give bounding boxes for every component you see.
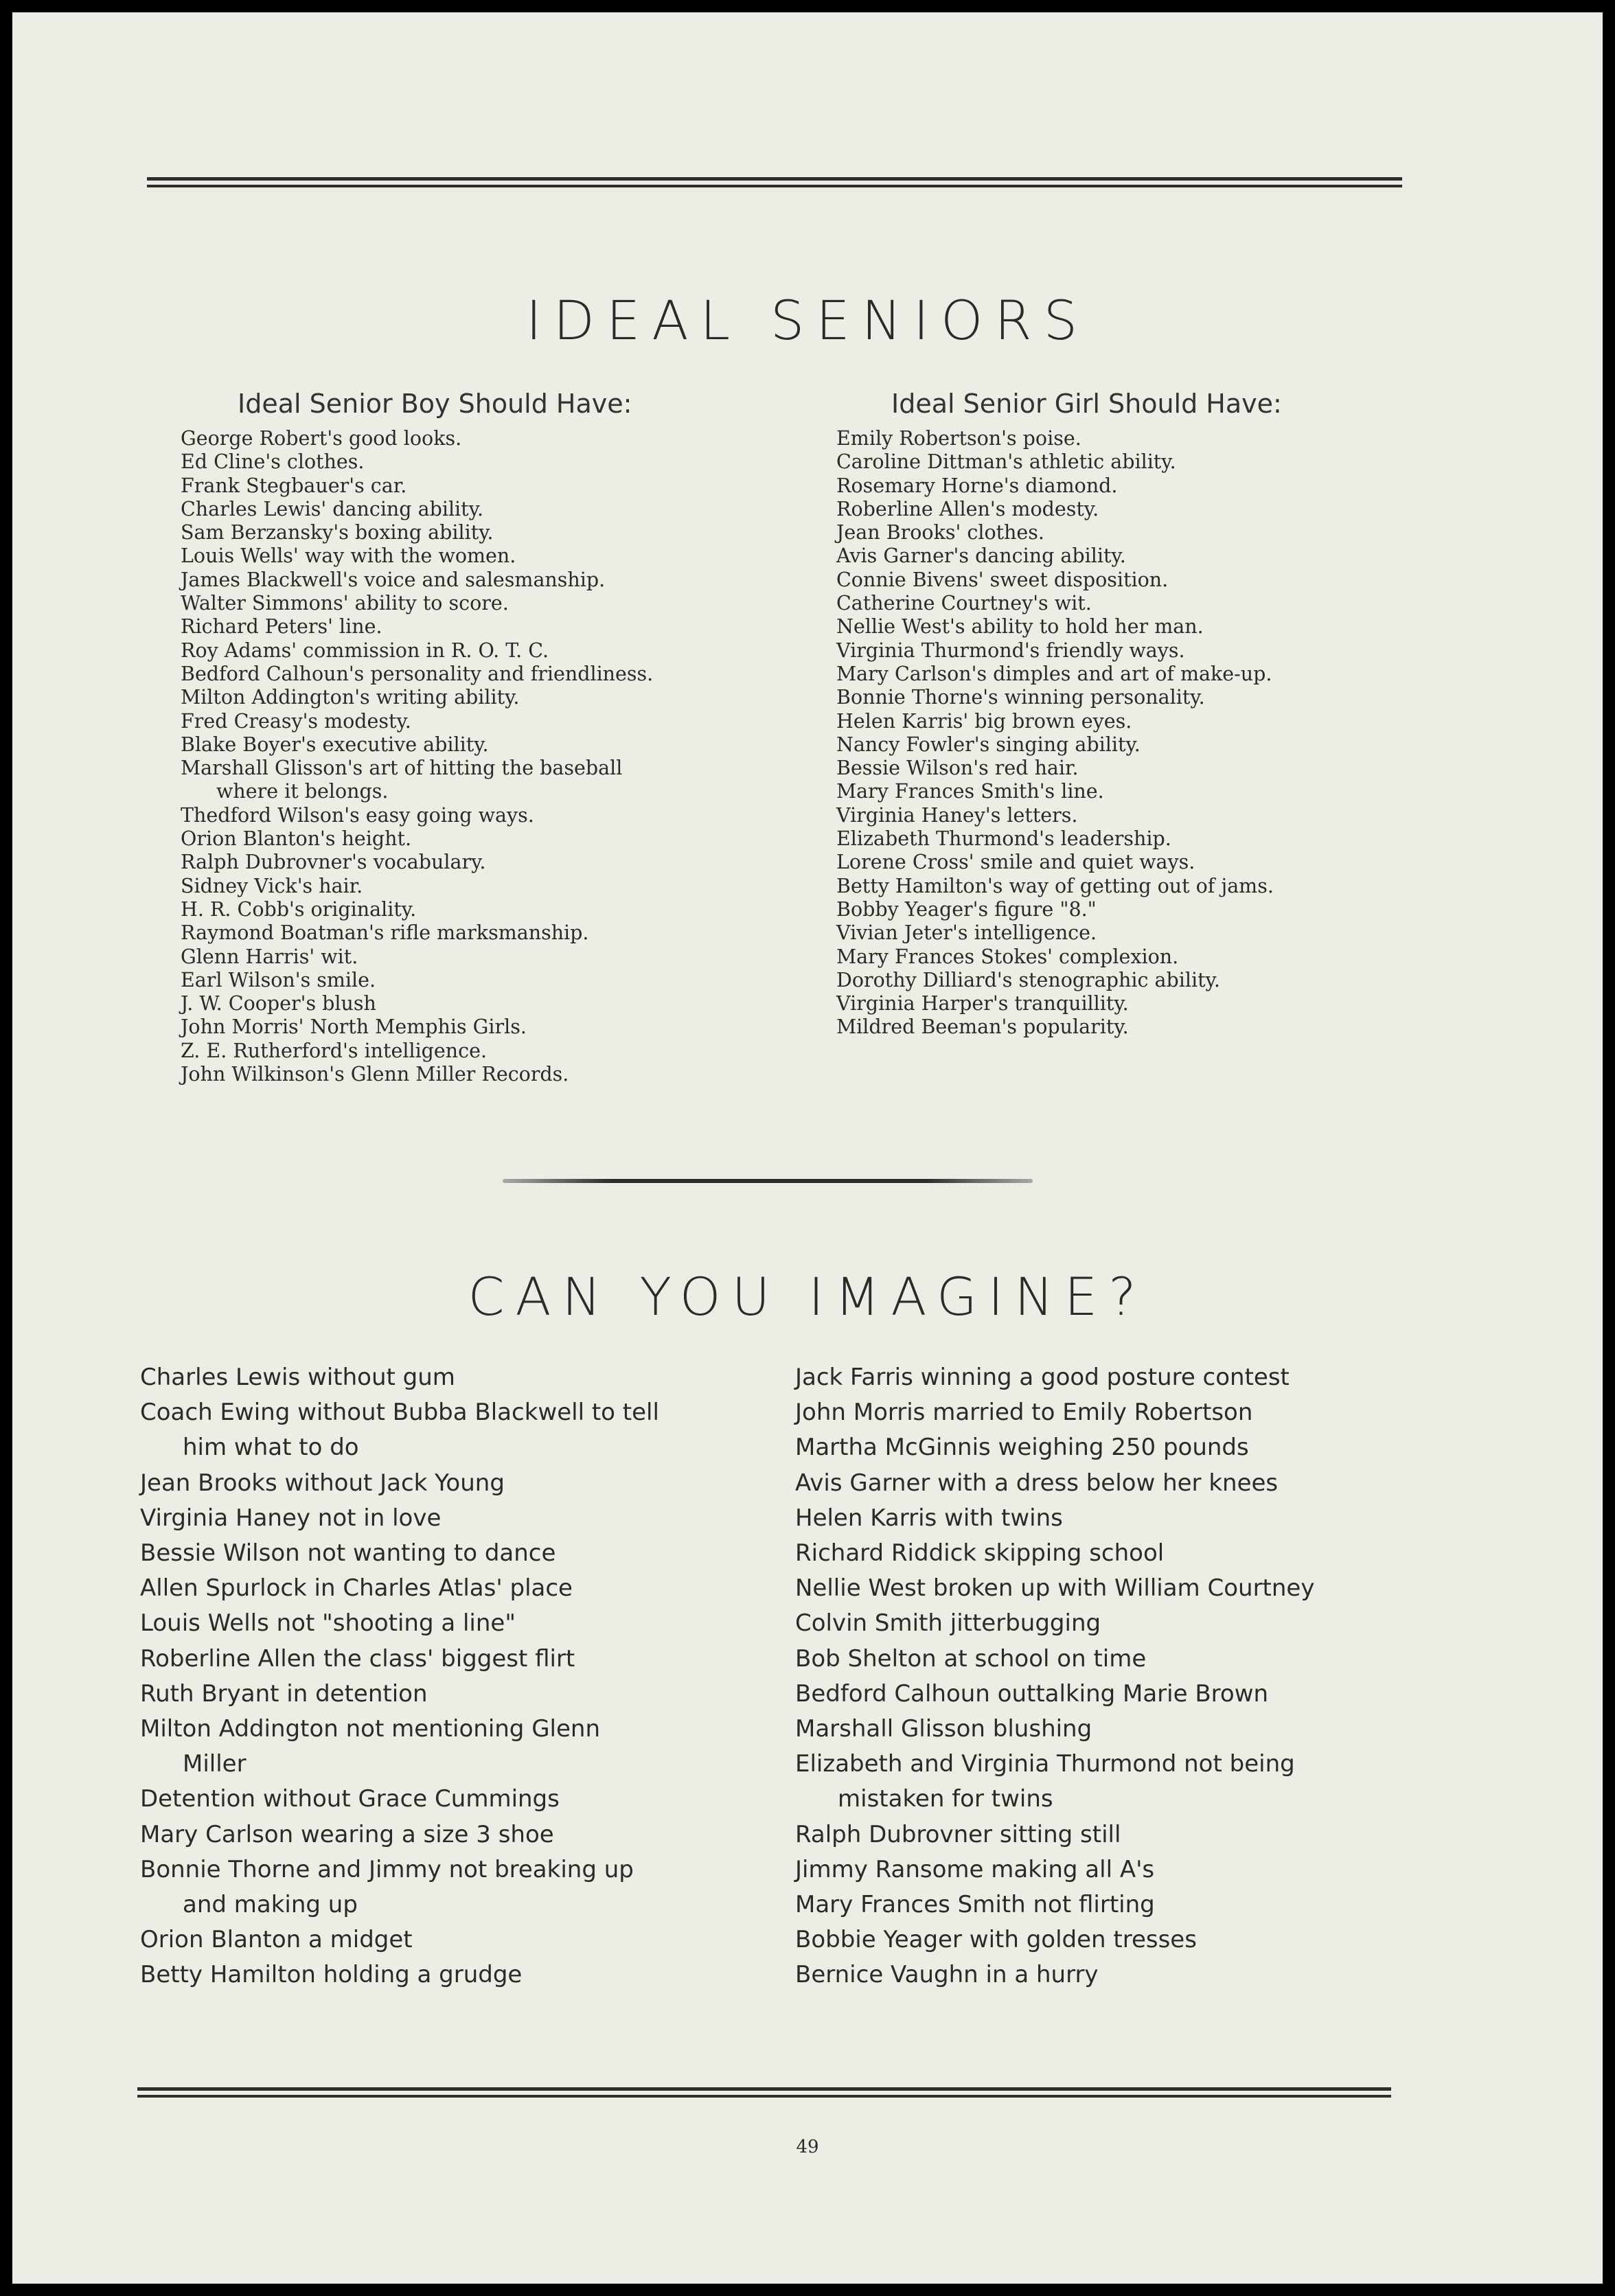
list-item: Helen Karris' big brown eyes. [836,709,1132,733]
list-item: Orion Blanton a midget [140,1926,413,1954]
list-item: Mary Frances Smith's line. [836,780,1104,803]
list-item: Raymond Boatman's rifle marksmanship. [181,921,589,945]
list-item: Mildred Beeman's popularity. [836,1015,1129,1039]
list-item: Mary Carlson wearing a size 3 shoe [140,1820,554,1848]
list-item: Colvin Smith jitterbugging [795,1609,1101,1638]
list-item: Sidney Vick's hair. [181,874,363,897]
list-item: Frank Stegbauer's car. [181,474,407,497]
list-item-continuation: him what to do [183,1434,359,1462]
list-item: Marshall Glisson's art of hitting the baseball [181,757,623,780]
list-item: Virginia Harper's tranquillity. [836,992,1129,1015]
list-item: Walter Simmons' ability to score. [181,592,509,615]
imagine-list-right [795,1360,1314,1993]
list-item: Orion Blanton's height. [181,827,412,851]
list-item: H. R. Cobb's originality. [181,897,417,921]
list-item-continuation: Miller [183,1750,247,1778]
list-item: Helen Karris with twins [795,1504,1063,1532]
yearbook-page [12,12,1603,2284]
boys-column-heading: Ideal Senior Boy Should Have: [238,389,632,419]
list-item: Jean Brooks' clothes. [836,521,1044,544]
list-item: Jimmy Ransome making all A's [795,1855,1155,1883]
list-item: Z. E. Rutherford's intelligence. [181,1039,488,1062]
list-item: Earl Wilson's smile. [181,968,376,991]
list-item: George Robert's good looks. [181,427,462,450]
list-item: Betty Hamilton's way of getting out of jams. [836,874,1274,897]
list-item: Blake Boyer's executive ability. [181,733,489,756]
top-double-rule [147,177,1402,188]
list-item: Ralph Dubrovner sitting still [795,1820,1121,1848]
bottom-double-rule [137,2087,1391,2098]
list-item: Betty Hamilton holding a grudge [140,1961,523,1989]
list-item: Milton Addington not mentioning Glenn [140,1715,601,1743]
list-item: Martha McGinnis weighing 250 pounds [795,1434,1249,1462]
list-item: Emily Robertson's poise. [836,427,1081,450]
list-item: Roberline Allen the class' biggest flirt [140,1644,575,1673]
list-item: Bobby Yeager's figure "8." [836,897,1097,921]
list-item: Thedford Wilson's easy going ways. [181,803,534,827]
list-item: James Blackwell's voice and salesmanship. [181,568,606,591]
list-item: Detention without Grace Cummings [140,1785,560,1813]
list-item: John Morris married to Emily Robertson [795,1399,1253,1427]
list-item: Sam Berzansky's boxing ability. [181,521,494,544]
list-item: Virginia Haney's letters. [836,803,1078,827]
ideal-girl-list [836,427,1274,1040]
page-number: 49 [796,2137,819,2157]
list-item: Caroline Dittman's athletic ability. [836,450,1176,474]
list-item: Bob Shelton at school on time [795,1644,1147,1673]
list-item: Catherine Courtney's wit. [836,592,1092,615]
list-item: Marshall Glisson blushing [795,1715,1092,1743]
imagine-list-left [140,1360,659,1993]
section-divider [503,1179,1033,1183]
list-item: Coach Ewing without Bubba Blackwell to tell [140,1399,659,1427]
list-item: John Wilkinson's Glenn Miller Records. [181,1063,569,1086]
list-item: Milton Addington's writing ability. [181,686,520,709]
list-item: Mary Carlson's dimples and art of make-up. [836,662,1272,685]
list-item: Richard Peters' line. [181,615,382,639]
list-item: Nellie West broken up with William Courtney [795,1574,1315,1603]
list-item: Vivian Jeter's intelligence. [836,921,1097,945]
list-item: Rosemary Horne's diamond. [836,474,1118,497]
list-item: Avis Garner with a dress below her knees [795,1469,1279,1497]
list-item: Charles Lewis' dancing ability. [181,497,483,520]
list-item: Ed Cline's clothes. [181,450,365,474]
list-item-continuation: mistaken for twins [838,1785,1053,1813]
list-item: Louis Wells not "shooting a line" [140,1609,516,1638]
list-item: Mary Frances Smith not flirting [795,1891,1155,1919]
list-item: Bessie Wilson not wanting to dance [140,1539,556,1568]
list-item-continuation: where it belongs. [216,780,389,803]
list-item: Bessie Wilson's red hair. [836,757,1079,780]
list-item: Elizabeth Thurmond's leadership. [836,827,1171,851]
list-item: J. W. Cooper's blush [181,992,376,1015]
list-item: Roy Adams' commission in R. O. T. C. [181,639,549,662]
list-item: Virginia Thurmond's friendly ways. [836,639,1185,662]
list-item: Dorothy Dilliard's stenographic ability. [836,968,1220,991]
list-item: Elizabeth and Virginia Thurmond not being [795,1750,1295,1778]
list-item: Charles Lewis without gum [140,1364,455,1391]
list-item: Lorene Cross' smile and quiet ways. [836,851,1195,874]
list-item: Bedford Calhoun's personality and friendliness. [181,662,654,685]
ideal-seniors-title: IDEAL SENIORS [525,290,1090,352]
girls-column-heading: Ideal Senior Girl Should Have: [891,389,1282,419]
list-item: Jack Farris winning a good posture contest [795,1364,1290,1391]
list-item: Nellie West's ability to hold her man. [836,615,1204,639]
list-item: Virginia Haney not in love [140,1504,442,1532]
list-item: Bobbie Yeager with golden tresses [795,1926,1197,1954]
list-item: Allen Spurlock in Charles Atlas' place [140,1574,573,1603]
list-item-continuation: and making up [183,1891,358,1919]
ideal-boy-list [181,427,653,1086]
list-item: Fred Creasy's modesty. [181,709,411,733]
list-item: Ralph Dubrovner's vocabulary. [181,851,486,874]
list-item: Ruth Bryant in detention [140,1679,428,1708]
list-item: Avis Garner's dancing ability. [836,544,1126,568]
list-item: Connie Bivens' sweet disposition. [836,568,1169,591]
list-item: Bernice Vaughn in a hurry [795,1961,1099,1989]
list-item: Richard Riddick skipping school [795,1539,1165,1568]
list-item: Mary Frances Stokes' complexion. [836,945,1179,968]
can-you-imagine-title: CAN YOU IMAGINE? [468,1266,1147,1327]
list-item: Louis Wells' way with the women. [181,544,516,568]
list-item: Glenn Harris' wit. [181,945,358,968]
list-item: Nancy Fowler's singing ability. [836,733,1141,756]
list-item: Roberline Allen's modesty. [836,497,1099,520]
list-item: Bonnie Thorne's winning personality. [836,686,1205,709]
list-item: Bedford Calhoun outtalking Marie Brown [795,1679,1269,1708]
list-item: Jean Brooks without Jack Young [140,1469,505,1497]
list-item: Bonnie Thorne and Jimmy not breaking up [140,1855,634,1883]
list-item: John Morris' North Memphis Girls. [181,1015,527,1039]
